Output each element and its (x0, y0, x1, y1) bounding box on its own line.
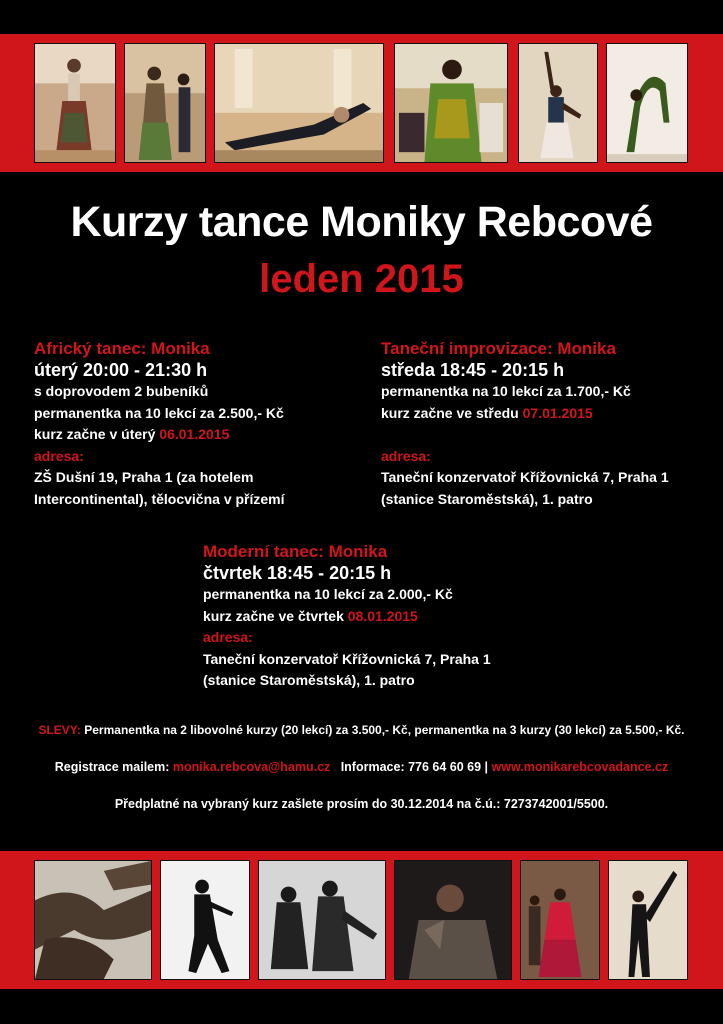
address-line: Taneční konzervatoř Křížovnická 7, Praha 1 (203, 650, 491, 667)
address-line: ZŠ Dušní 19, Praha 1 (za hotelem (34, 469, 254, 485)
address-label: adresa: (34, 447, 84, 464)
course-heading: Africký tanec: Monika (34, 339, 210, 358)
payment-line: Předplatné na vybraný kurz zašlete prosím do 30.12.2014 na č.ú.: 7273742001/5500. (114, 797, 609, 811)
discounts-label: SLEVY: (38, 723, 81, 737)
registration-label: Registrace mailem: (54, 760, 170, 774)
address-label: adresa: (203, 629, 253, 645)
photo-dancer-leg-raise (608, 860, 688, 980)
poster-subtitle: leden 2015 (259, 257, 464, 301)
top-photo-strip (0, 34, 723, 172)
website-link[interactable]: www.monikarebcovadance.cz (491, 760, 669, 774)
photo-hands-drum (34, 860, 152, 980)
photo-male-dancer (394, 860, 512, 980)
course-detail: s doprovodem 2 bubeníků (34, 383, 209, 399)
address-line: (stanice Staroměstská), 1. patro (381, 490, 593, 507)
photo-dancer-african-skirt (34, 43, 116, 163)
course-start (381, 403, 669, 425)
discounts-text: Permanentka na 2 libovolné kurzy (20 lekcí) za 3.500,- Kč, permanentka na 3 kurzy (30 lekcí) za 5.500,- Kč. (84, 723, 685, 737)
photo-african-drummer (394, 43, 508, 163)
spacer (381, 424, 669, 446)
course-price: permanentka na 10 lekcí za 1.700,- Kč (381, 383, 631, 399)
photo-bw-dancer (160, 860, 250, 980)
address-line: Intercontinental), tělocvična v přízemí (34, 490, 285, 507)
course-time: úterý 20:00 - 21:30 h (34, 359, 208, 380)
course-price: permanentka na 10 lekcí za 2.500,- Kč (34, 404, 284, 421)
course-start (203, 606, 491, 628)
course-time: čtvrtek 18:45 - 20:15 h (203, 562, 392, 583)
photo-dancers-studio (124, 43, 206, 163)
course-start-date: 07.01.2015 (522, 404, 593, 421)
photo-dancer-raised-arm (518, 43, 598, 163)
course-start-label: kurz začne v úterý (34, 426, 156, 442)
course-start (34, 424, 285, 446)
photo-dancer-backbend (606, 43, 688, 163)
course-heading: Moderní tanec: Monika (203, 542, 388, 561)
course-start-label: kurz začne ve středu (381, 404, 519, 421)
course-african-dance (34, 338, 285, 510)
registration-email-link[interactable]: monika.rebcova@hamu.cz (172, 760, 331, 774)
bottom-photo-strip (0, 851, 723, 989)
address-line: Taneční konzervatoř Křížovnická 7, Praha 1 (381, 469, 669, 485)
photo-floor-stretch (214, 43, 384, 163)
info-phone: Informace: 776 64 60 69 | (340, 760, 489, 774)
discounts-line (0, 723, 723, 737)
course-heading: Taneční improvizace: Monika (381, 339, 616, 358)
course-start-date: 06.01.2015 (159, 426, 230, 442)
course-modern-dance (203, 541, 491, 692)
course-dance-improvisation (381, 338, 669, 510)
course-time: středa 18:45 - 20:15 h (381, 359, 565, 380)
address-label: adresa: (381, 447, 431, 464)
course-start-label: kurz začne ve čtvrtek (203, 607, 344, 624)
address-line: (stanice Staroměstská), 1. patro (203, 672, 415, 688)
poster-title: Kurzy tance Moniky Rebcové (70, 198, 653, 246)
photo-dancers-colorful (520, 860, 600, 980)
course-start-date: 08.01.2015 (347, 607, 418, 624)
course-price: permanentka na 10 lekcí za 2.000,- Kč (203, 586, 453, 602)
registration-line (0, 760, 723, 774)
photo-bw-dancers-group (258, 860, 386, 980)
